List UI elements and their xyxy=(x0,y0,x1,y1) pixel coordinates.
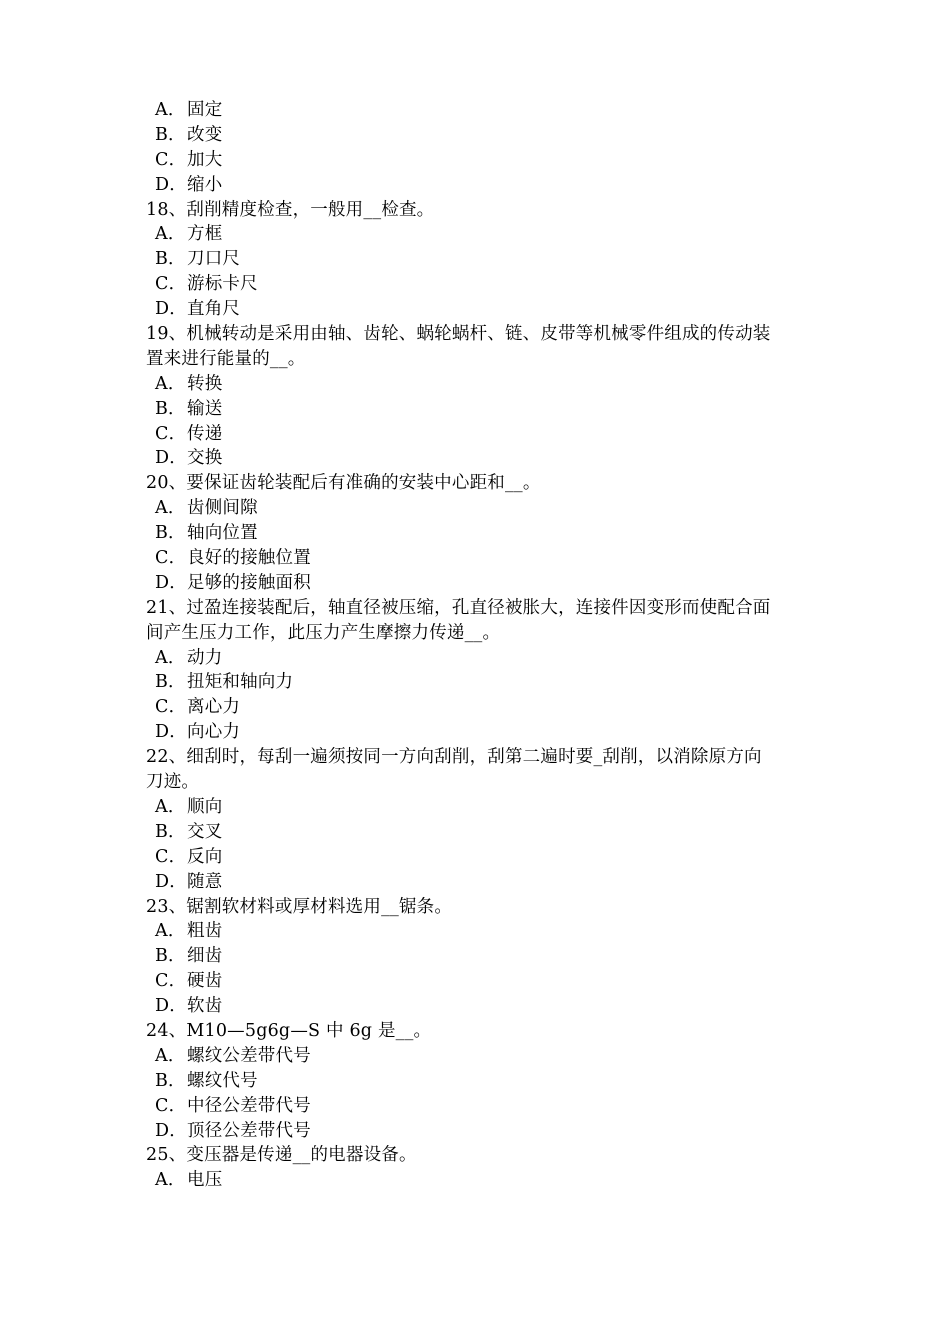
option-text: 齿侧间隙 xyxy=(187,498,258,519)
question-line xyxy=(0,1019,950,1044)
option-letter: A． xyxy=(155,100,186,120)
option-letter: C． xyxy=(155,846,187,867)
option-text: 转换 xyxy=(187,373,223,394)
option-line xyxy=(0,422,950,447)
option-letter: B． xyxy=(155,821,186,842)
option-letter: C． xyxy=(155,1095,187,1116)
option-line xyxy=(0,173,950,198)
question-line xyxy=(0,347,950,372)
option-line xyxy=(0,1119,950,1144)
option-letter: B． xyxy=(155,672,186,693)
option-text: 反向 xyxy=(187,846,223,867)
option-letter: D． xyxy=(155,448,187,469)
option-text: 电压 xyxy=(187,1170,223,1191)
question-line xyxy=(0,770,950,795)
question-line xyxy=(0,745,950,770)
option-letter: C． xyxy=(155,548,187,569)
option-line xyxy=(0,1168,950,1193)
question-text: 24、M10—5g6g—S 中 6g 是__。 xyxy=(146,1020,432,1041)
option-letter: D． xyxy=(155,1120,187,1141)
option-text: 粗齿 xyxy=(187,921,223,942)
option-letter: D． xyxy=(155,572,187,593)
option-letter: C． xyxy=(155,423,187,444)
option-text: 游标卡尺 xyxy=(187,274,258,295)
option-line xyxy=(0,98,950,123)
option-line xyxy=(0,969,950,994)
option-line xyxy=(0,397,950,422)
option-text: 改变 xyxy=(187,124,223,145)
option-text: 硬齿 xyxy=(187,971,223,992)
question-text: 25、变压器是传递__的电器设备。 xyxy=(146,1145,417,1166)
option-text: 轴向位置 xyxy=(187,523,258,544)
option-letter: C． xyxy=(155,149,187,170)
option-line xyxy=(0,994,950,1019)
option-letter: C． xyxy=(155,274,187,295)
option-letter: D． xyxy=(155,871,187,892)
option-text: 中径公差带代号 xyxy=(187,1095,311,1116)
option-line xyxy=(0,222,950,247)
option-text: 良好的接触位置 xyxy=(187,548,311,569)
option-line xyxy=(0,272,950,297)
option-letter: A． xyxy=(155,498,186,519)
option-text: 顶径公差带代号 xyxy=(187,1120,311,1141)
option-letter: A． xyxy=(155,921,186,942)
option-line xyxy=(0,919,950,944)
option-line xyxy=(0,795,950,820)
option-text: 螺纹代号 xyxy=(187,1070,258,1091)
question-text: 23、锯割软材料或厚材料选用__锯条。 xyxy=(146,896,453,917)
option-letter: A． xyxy=(155,1170,186,1191)
option-line xyxy=(0,297,950,322)
option-text: 交叉 xyxy=(187,821,223,842)
question-line xyxy=(0,621,950,646)
option-text: 输送 xyxy=(187,398,223,419)
option-line xyxy=(0,496,950,521)
option-line xyxy=(0,372,950,397)
option-text: 传递 xyxy=(187,423,223,444)
option-text: 直角尺 xyxy=(187,299,241,320)
question-text: 21、过盈连接装配后，轴直径被压缩，孔直径被胀大，连接件因变形而使配合面 xyxy=(146,597,771,618)
option-text: 交换 xyxy=(187,448,223,469)
question-line xyxy=(0,895,950,920)
option-line xyxy=(0,820,950,845)
question-line xyxy=(0,198,950,223)
option-text: 动力 xyxy=(187,647,223,668)
option-letter: D． xyxy=(155,174,187,195)
option-line xyxy=(0,845,950,870)
option-line xyxy=(0,1044,950,1069)
option-text: 固定 xyxy=(187,100,223,120)
option-text: 扭矩和轴向力 xyxy=(187,672,294,693)
option-letter: B． xyxy=(155,124,186,145)
question-text: 22、细刮时，每刮一遍须按同一方向刮削，刮第二遍时要_刮削，以消除原方向 xyxy=(146,747,762,768)
option-text: 离心力 xyxy=(187,697,241,718)
option-line xyxy=(0,646,950,671)
option-letter: D． xyxy=(155,722,187,743)
option-line xyxy=(0,720,950,745)
question-line xyxy=(0,471,950,496)
question-line xyxy=(0,1143,950,1168)
option-letter: A． xyxy=(155,796,186,817)
question-line xyxy=(0,596,950,621)
option-letter: B． xyxy=(155,523,186,544)
option-line xyxy=(0,944,950,969)
option-text: 螺纹公差带代号 xyxy=(187,1045,311,1066)
option-text: 细齿 xyxy=(187,946,223,967)
question-line xyxy=(0,322,950,347)
option-line xyxy=(0,670,950,695)
question-text: 20、要保证齿轮装配后有准确的安装中心距和__。 xyxy=(146,473,541,494)
option-line xyxy=(0,1094,950,1119)
option-line xyxy=(0,148,950,173)
exam-page xyxy=(0,98,950,1193)
option-text: 加大 xyxy=(187,149,223,170)
option-line xyxy=(0,870,950,895)
option-letter: D． xyxy=(155,299,187,320)
option-text: 缩小 xyxy=(187,174,223,195)
question-text: 18、刮削精度检查，一般用__检查。 xyxy=(146,199,435,220)
option-line xyxy=(0,695,950,720)
option-line xyxy=(0,123,950,148)
option-text: 向心力 xyxy=(187,722,241,743)
question-text: 19、机械转动是采用由轴、齿轮、蜗轮蜗杆、链、皮带等机械零件组成的传动装 xyxy=(146,324,771,345)
option-letter: B． xyxy=(155,946,186,967)
option-letter: B． xyxy=(155,1070,186,1091)
question-text: 刀迹。 xyxy=(146,772,200,793)
option-letter: B． xyxy=(155,249,186,270)
option-letter: A． xyxy=(155,1045,186,1066)
option-text: 顺向 xyxy=(187,796,223,817)
option-line xyxy=(0,521,950,546)
option-text: 软齿 xyxy=(187,996,223,1017)
option-line xyxy=(0,446,950,471)
option-text: 足够的接触面积 xyxy=(187,572,311,593)
option-line xyxy=(0,1069,950,1094)
option-line xyxy=(0,247,950,272)
option-letter: C． xyxy=(155,697,187,718)
option-letter: D． xyxy=(155,996,187,1017)
question-text: 间产生压力工作，此压力产生摩擦力传递__。 xyxy=(146,622,501,643)
option-letter: A． xyxy=(155,224,186,245)
option-letter: B． xyxy=(155,398,186,419)
option-letter: C． xyxy=(155,971,187,992)
question-text: 置来进行能量的__。 xyxy=(146,348,306,369)
option-letter: A． xyxy=(155,647,186,668)
option-line xyxy=(0,546,950,571)
option-text: 刀口尺 xyxy=(187,249,241,270)
option-letter: A． xyxy=(155,373,186,394)
option-text: 方框 xyxy=(187,224,223,245)
option-text: 随意 xyxy=(187,871,223,892)
option-line xyxy=(0,571,950,596)
